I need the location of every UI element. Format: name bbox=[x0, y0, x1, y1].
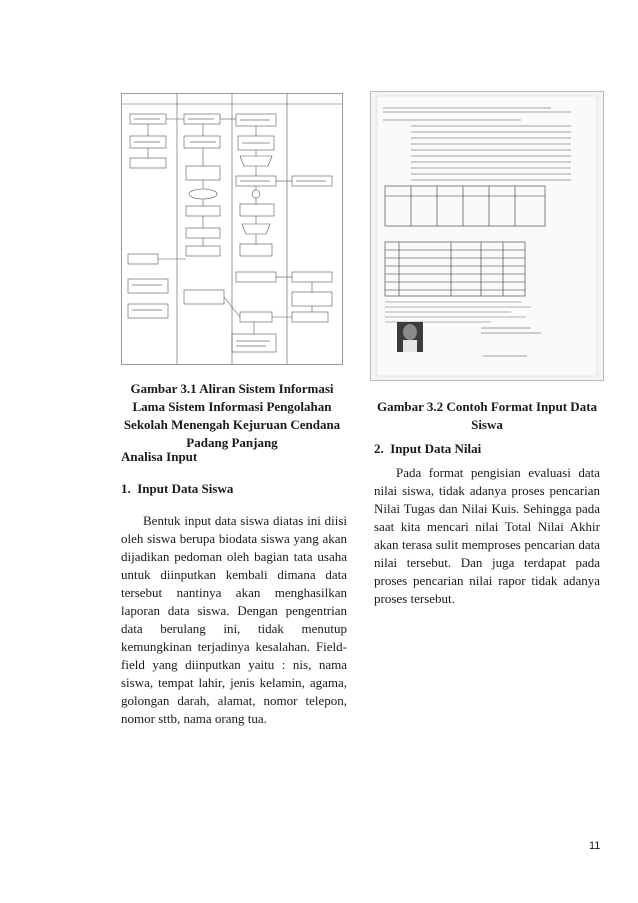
student-form-image bbox=[371, 92, 603, 380]
flowchart-diagram bbox=[122, 94, 342, 364]
page-number: 11 bbox=[589, 840, 601, 852]
paragraph-input-data-nilai: Pada format pengisian evaluasi data nilai siswa, tidak adanya proses pencarian Nilai Tugas dan Nilai Kuis. Sehingga pada saat kita mencari nilai Total Nilai Akhir akan terasa sulit memproses pencarian data nilai tersebut. Dan juga terdapat pada proses pencarian nilai rapor tidak adanya proses tersebut. bbox=[374, 465, 600, 606]
sub-heading-input-data-siswa: 1. Input Data Siswa bbox=[121, 481, 234, 496]
flowchart-figure bbox=[121, 93, 343, 365]
section-heading: Analisa Input bbox=[121, 449, 198, 464]
scanned-form-figure bbox=[370, 91, 604, 381]
figure-2-caption: Gambar 3.2 Contoh Format Input Data Siswa bbox=[376, 399, 598, 432]
paragraph-input-data-siswa: Bentuk input data siswa diatas ini diisi oleh siswa berupa biodata siswa yang akan dijadikan pedoman oleh bagian tata usaha untuk diinputkan kembali dimana data tersebut nantinya akan menghasilkan laporan data siswa. Dengan pengentrian data berulang ini, tidak menutup kemungkinan terjadinya kesalahan. Field-field yang diinputkan yaitu : nis, nama siswa, tempat lahir, jenis kelamin, agama, golongan darah, alamat, nomor telepon, nomor sttb, nama orang tua. bbox=[121, 513, 347, 726]
figure-1-caption: Gambar 3.1 Aliran Sistem Informasi Lama Sistem Informasi Pengolahan Sekolah Menengah Kejuruan Cendana Padang Panjang bbox=[123, 381, 341, 450]
sub-heading-input-data-nilai: 2. Input Data Nilai bbox=[374, 441, 482, 456]
